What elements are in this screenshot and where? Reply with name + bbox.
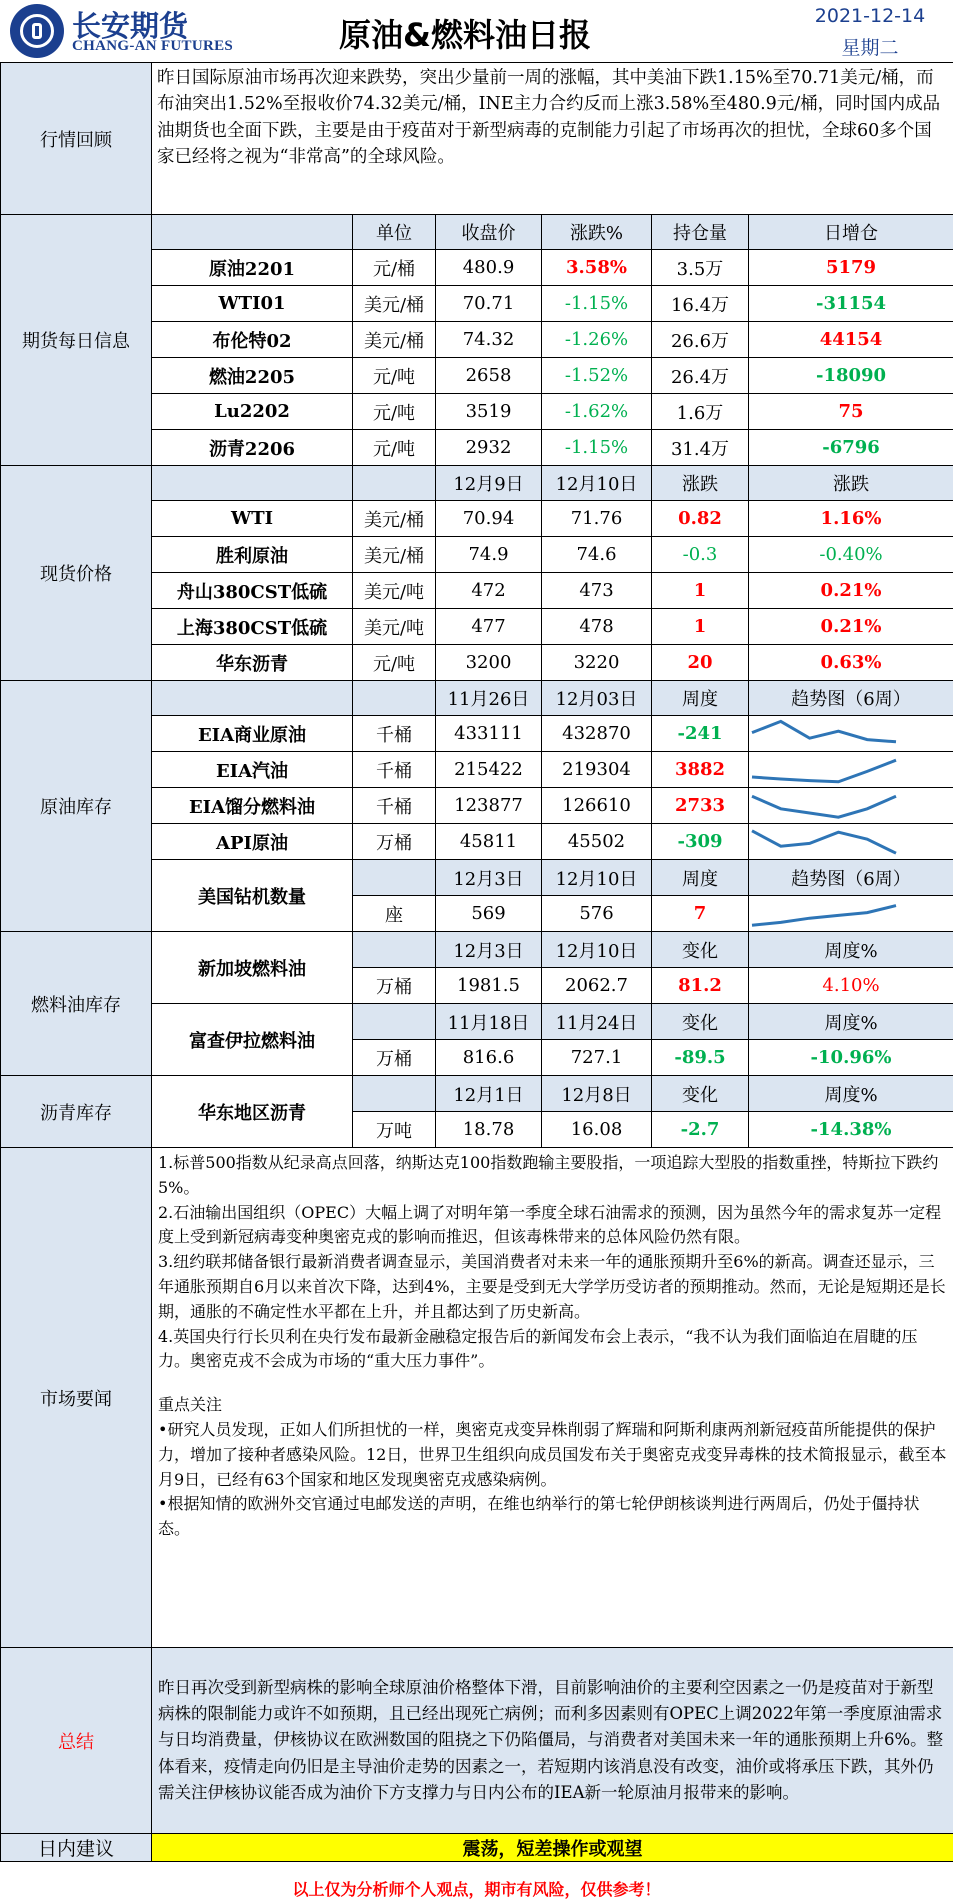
spot-pct: 0.21% bbox=[749, 609, 953, 645]
rig-unit: 座 bbox=[353, 896, 436, 932]
inv-chg: 2733 bbox=[652, 788, 749, 824]
inv-name: EIA商业原油 bbox=[152, 716, 353, 752]
spot-pct: 0.21% bbox=[749, 573, 953, 609]
section-label-summary: 总结 bbox=[1, 1648, 152, 1834]
trend-sparkline bbox=[749, 753, 899, 787]
review-text: 昨日国际原油市场再次迎来跌势，突出少量前一周的涨幅，其中美油下跌1.15%至70.71美元/桶，而布油突出1.52%至报收价74.32美元/桶，INE主力合约反而上涨3.58%至480.9元/桶，同时国内成品油期货也全面下跌，主要是由于疫苗对于新型病毒的克制能力引起了市场再次的担忧，全球60多个国家已经将之视为“非常高”的全球风险。 bbox=[152, 63, 953, 215]
disclaimer: 以上仅为分析师个人观点，期市有风险，仅供参考！ bbox=[292, 1880, 661, 1899]
spot-d1: 477 bbox=[436, 609, 542, 645]
fuel-sg-header-chg: 变化 bbox=[652, 932, 749, 968]
fuel-sg-d1: 1981.5 bbox=[436, 968, 542, 1004]
futures-oi: 3.5万 bbox=[652, 250, 749, 286]
asphalt-d1: 18.78 bbox=[436, 1112, 542, 1148]
spot-unit: 美元/桶 bbox=[353, 537, 436, 573]
rig-trend-cell bbox=[749, 896, 953, 932]
futures-chg: -1.62% bbox=[542, 394, 652, 430]
futures-header-unit: 单位 bbox=[353, 215, 436, 250]
inv-trend-cell bbox=[749, 752, 953, 788]
futures-oi: 31.4万 bbox=[652, 430, 749, 466]
futures-close: 2932 bbox=[436, 430, 542, 466]
spot-chg: 0.82 bbox=[652, 501, 749, 537]
asphalt-pct: -14.38% bbox=[749, 1112, 953, 1148]
trend-line bbox=[752, 721, 896, 741]
rig-chg: 7 bbox=[652, 896, 749, 932]
fuel-sg-name: 新加坡燃料油 bbox=[152, 932, 353, 1004]
rig-d1: 569 bbox=[436, 896, 542, 932]
spot-name: 华东沥青 bbox=[152, 645, 353, 681]
rig-header-trend: 趋势图（6周） bbox=[749, 860, 953, 896]
fuel-fj-header-d1: 11月18日 bbox=[436, 1004, 542, 1040]
asphalt-unit: 万吨 bbox=[353, 1112, 436, 1148]
fuel-fj-unit: 万桶 bbox=[353, 1040, 436, 1076]
report-table bbox=[0, 62, 953, 1862]
inv-header-chg: 周度 bbox=[652, 681, 749, 716]
changan-logo-icon bbox=[10, 4, 64, 58]
asphalt-header-pct: 周度% bbox=[749, 1076, 953, 1112]
report-weekday: 星期二 bbox=[841, 37, 899, 59]
futures-add: -18090 bbox=[749, 358, 953, 394]
inv-unit: 万桶 bbox=[353, 824, 436, 860]
inv-header-trend: 趋势图（6周） bbox=[749, 681, 953, 716]
futures-add: 75 bbox=[749, 394, 953, 430]
inv-chg: -241 bbox=[652, 716, 749, 752]
spot-d2: 74.6 bbox=[542, 537, 652, 573]
spot-d1: 472 bbox=[436, 573, 542, 609]
brand-name-en: CHANG-AN FUTURES bbox=[72, 38, 234, 54]
news-focus-item: •根据知情的欧洲外交官通过电邮发送的声明，在维也纳举行的第七轮伊朗核谈判进行两周后，仍处于僵持状态。 bbox=[158, 1494, 920, 1539]
inv-name: API原油 bbox=[152, 824, 353, 860]
futures-header-oi: 持仓量 bbox=[652, 215, 749, 250]
section-label-asphalt: 沥青库存 bbox=[1, 1076, 152, 1148]
futures-add: 5179 bbox=[749, 250, 953, 286]
spot-pct: -0.40% bbox=[749, 537, 953, 573]
trend-sparkline bbox=[749, 789, 899, 823]
section-label-fuel: 燃料油库存 bbox=[1, 932, 152, 1076]
spot-pct: 1.16% bbox=[749, 501, 953, 537]
rig-d2: 576 bbox=[542, 896, 652, 932]
futures-chg: -1.15% bbox=[542, 430, 652, 466]
inv-unit: 千桶 bbox=[353, 752, 436, 788]
news-item: 3.纽约联邦储备银行最新消费者调查显示，美国消费者对未来一年的通胀预期升至6%的新高。调查还显示，三年通胀预期自6月以来首次下降，达到4%，主要是受到无大学学历受访者的预期推动。然而，无论是短期还是长期，通胀的不确定性水平都在上升，并且都达到了历史新高。 bbox=[158, 1252, 946, 1321]
report-date: 2021-12-14 bbox=[814, 5, 926, 27]
futures-add: 44154 bbox=[749, 322, 953, 358]
trend-sparkline bbox=[749, 717, 899, 751]
futures-chg: 3.58% bbox=[542, 250, 652, 286]
spot-header-chg: 涨跌 bbox=[652, 466, 749, 501]
fuel-fj-d2: 727.1 bbox=[542, 1040, 652, 1076]
spot-unit: 美元/吨 bbox=[353, 609, 436, 645]
futures-oi: 16.4万 bbox=[652, 286, 749, 322]
spot-header-d2: 12月10日 bbox=[542, 466, 652, 501]
futures-name: Lu2202 bbox=[152, 394, 353, 430]
fuel-sg-header-pct: 周度% bbox=[749, 932, 953, 968]
spot-d1: 3200 bbox=[436, 645, 542, 681]
futures-name: 布伦特02 bbox=[152, 322, 353, 358]
fuel-fj-header-chg: 变化 bbox=[652, 1004, 749, 1040]
inv-d1: 45811 bbox=[436, 824, 542, 860]
spot-d2: 473 bbox=[542, 573, 652, 609]
rig-header-d2: 12月10日 bbox=[542, 860, 652, 896]
futures-unit: 元/吨 bbox=[353, 430, 436, 466]
inv-unit: 千桶 bbox=[353, 716, 436, 752]
futures-unit: 美元/桶 bbox=[353, 286, 436, 322]
news-focus-item: •研究人员发现，正如人们所担忧的一样，奥密克戎变异株削弱了辉瑞和阿斯利康两剂新冠疫苗所能提供的保护力，增加了接种者感染风险。12日，世界卫生组织向成员国发布关于奥密克戎变异毒株的技术简报显示，截至本月9日，已经有63个国家和地区发现奥密克戎感染病例。 bbox=[158, 1419, 947, 1489]
inv-d1: 215422 bbox=[436, 752, 542, 788]
report-header bbox=[0, 0, 953, 62]
futures-header-add: 日增仓 bbox=[749, 215, 953, 250]
news-item: 2.石油输出国组织（OPEC）大幅上调了对明年第一季度全球石油需求的预测，因为虽然今年的需求复苏一定程度上受到新冠病毒变种奥密克戎的影响而推迟，但该毒株带来的总体风险仍然有限。 bbox=[158, 1202, 942, 1247]
asphalt-header-d2: 12月8日 bbox=[542, 1076, 652, 1112]
advice-text: 震荡，短差操作或观望 bbox=[152, 1834, 953, 1862]
fuel-sg-unit: 万桶 bbox=[353, 968, 436, 1004]
rig-header-chg: 周度 bbox=[652, 860, 749, 896]
futures-oi: 26.6万 bbox=[652, 322, 749, 358]
fuel-sg-header-d1: 12月3日 bbox=[436, 932, 542, 968]
report-title: 原油&燃料油日报 bbox=[339, 16, 591, 54]
futures-unit: 元/吨 bbox=[353, 394, 436, 430]
inv-name: EIA汽油 bbox=[152, 752, 353, 788]
futures-unit: 元/桶 bbox=[353, 250, 436, 286]
trend-line bbox=[752, 796, 896, 817]
brand-name-cn: 长安期货 bbox=[72, 9, 189, 43]
fuel-sg-header-d2: 12月10日 bbox=[542, 932, 652, 968]
fuel-fj-header-d2: 11月24日 bbox=[542, 1004, 652, 1040]
rig-header-d1: 12月3日 bbox=[436, 860, 542, 896]
futures-close: 70.71 bbox=[436, 286, 542, 322]
spot-header-pct: 涨跌 bbox=[749, 466, 953, 501]
inv-d2: 45502 bbox=[542, 824, 652, 860]
inv-d1: 123877 bbox=[436, 788, 542, 824]
news-item: 1.标普500指数从纪录高点回落，纳斯达克100指数跑输主要股指，一项追踪大型股的指数重挫，特斯拉下跌约5%。 bbox=[158, 1153, 939, 1197]
fuel-fj-d1: 816.6 bbox=[436, 1040, 542, 1076]
futures-oi: 1.6万 bbox=[652, 394, 749, 430]
futures-unit: 美元/桶 bbox=[353, 322, 436, 358]
inv-trend-cell bbox=[749, 716, 953, 752]
spot-name: 胜利原油 bbox=[152, 537, 353, 573]
futures-header-close: 收盘价 bbox=[436, 215, 542, 250]
inv-d2: 219304 bbox=[542, 752, 652, 788]
inv-header-d2: 12月03日 bbox=[542, 681, 652, 716]
futures-unit: 元/吨 bbox=[353, 358, 436, 394]
spot-chg: 20 bbox=[652, 645, 749, 681]
fuel-fj-name: 富查伊拉燃料油 bbox=[152, 1004, 353, 1076]
news-content bbox=[152, 1148, 953, 1648]
futures-close: 74.32 bbox=[436, 322, 542, 358]
spot-name: WTI bbox=[152, 501, 353, 537]
spot-d2: 3220 bbox=[542, 645, 652, 681]
summary-text: 昨日再次受到新型病株的影响全球原油价格整体下滑，目前影响油价的主要利空因素之一仍是疫苗对于新型病株的限制能力或许不如预期，且已经出现死亡病例；而利多因素则有OPEC上调2022年第一季度原油需求与日均消费量，伊核协议在欧洲数国的阻挠之下仍陷僵局，与消费者对美国未来一年的通胀预期上升6%。整体看来，疫情走向仍旧是主导油价走势的因素之一，若短期内该消息没有改变，油价或将承压下跌，其外仍需关注伊核协议能否成为油价下方支撑力与日内公布的IEA新一轮原油月报带来的影响。 bbox=[152, 1648, 953, 1834]
spot-d2: 478 bbox=[542, 609, 652, 645]
spot-chg: 1 bbox=[652, 609, 749, 645]
asphalt-name: 华东地区沥青 bbox=[152, 1076, 353, 1148]
spot-pct: 0.63% bbox=[749, 645, 953, 681]
inv-d1: 433111 bbox=[436, 716, 542, 752]
futures-add: -31154 bbox=[749, 286, 953, 322]
spot-name: 上海380CST低硫 bbox=[152, 609, 353, 645]
spot-chg: -0.3 bbox=[652, 537, 749, 573]
inv-name: EIA馏分燃料油 bbox=[152, 788, 353, 824]
fuel-fj-chg: -89.5 bbox=[652, 1040, 749, 1076]
trend-line bbox=[752, 760, 896, 782]
trend-sparkline bbox=[749, 897, 899, 931]
inv-chg: -309 bbox=[652, 824, 749, 860]
futures-add: -6796 bbox=[749, 430, 953, 466]
fuel-sg-d2: 2062.7 bbox=[542, 968, 652, 1004]
futures-chg: -1.26% bbox=[542, 322, 652, 358]
spot-name: 舟山380CST低硫 bbox=[152, 573, 353, 609]
spot-d2: 71.76 bbox=[542, 501, 652, 537]
spot-d1: 74.9 bbox=[436, 537, 542, 573]
spot-unit: 美元/桶 bbox=[353, 501, 436, 537]
inv-trend-cell bbox=[749, 824, 953, 860]
futures-close: 3519 bbox=[436, 394, 542, 430]
futures-chg: -1.15% bbox=[542, 286, 652, 322]
spot-d1: 70.94 bbox=[436, 501, 542, 537]
inv-header-d1: 11月26日 bbox=[436, 681, 542, 716]
asphalt-d2: 16.08 bbox=[542, 1112, 652, 1148]
fuel-fj-pct: -10.96% bbox=[749, 1040, 953, 1076]
asphalt-header-d1: 12月1日 bbox=[436, 1076, 542, 1112]
futures-close: 2658 bbox=[436, 358, 542, 394]
fuel-sg-pct: 4.10% bbox=[749, 968, 953, 1004]
section-label-spot: 现货价格 bbox=[1, 466, 152, 681]
inv-d2: 126610 bbox=[542, 788, 652, 824]
trend-sparkline bbox=[749, 825, 899, 859]
section-label-news: 市场要闻 bbox=[1, 1148, 152, 1648]
trend-line bbox=[752, 905, 896, 925]
section-label-futures: 期货每日信息 bbox=[1, 215, 152, 466]
futures-name: 燃油2205 bbox=[152, 358, 353, 394]
asphalt-header-chg: 变化 bbox=[652, 1076, 749, 1112]
futures-oi: 26.4万 bbox=[652, 358, 749, 394]
section-label-advice: 日内建议 bbox=[1, 1834, 152, 1862]
fuel-sg-chg: 81.2 bbox=[652, 968, 749, 1004]
spot-unit: 美元/吨 bbox=[353, 573, 436, 609]
trend-line bbox=[752, 830, 896, 852]
fuel-fj-header-pct: 周度% bbox=[749, 1004, 953, 1040]
inv-trend-cell bbox=[749, 788, 953, 824]
rig-name: 美国钻机数量 bbox=[152, 860, 353, 932]
spot-unit: 元/吨 bbox=[353, 645, 436, 681]
futures-close: 480.9 bbox=[436, 250, 542, 286]
futures-name: 沥青2206 bbox=[152, 430, 353, 466]
spot-chg: 1 bbox=[652, 573, 749, 609]
futures-name: 原油2201 bbox=[152, 250, 353, 286]
news-item: 4.英国央行行长贝利在央行发布最新金融稳定报告后的新闻发布会上表示，“我不认为我们面临迫在眉睫的压力。奥密克戎不会成为市场的“重大压力事件”。 bbox=[158, 1326, 918, 1371]
inv-chg: 3882 bbox=[652, 752, 749, 788]
inv-d2: 432870 bbox=[542, 716, 652, 752]
futures-chg: -1.52% bbox=[542, 358, 652, 394]
asphalt-chg: -2.7 bbox=[652, 1112, 749, 1148]
section-label-review: 行情回顾 bbox=[1, 63, 152, 215]
spot-header-d1: 12月9日 bbox=[436, 466, 542, 501]
news-focus-title: 重点关注 bbox=[158, 1395, 223, 1415]
futures-header-chg: 涨跌% bbox=[542, 215, 652, 250]
section-label-inventory: 原油库存 bbox=[1, 681, 152, 932]
inv-unit: 千桶 bbox=[353, 788, 436, 824]
futures-name: WTI01 bbox=[152, 286, 353, 322]
